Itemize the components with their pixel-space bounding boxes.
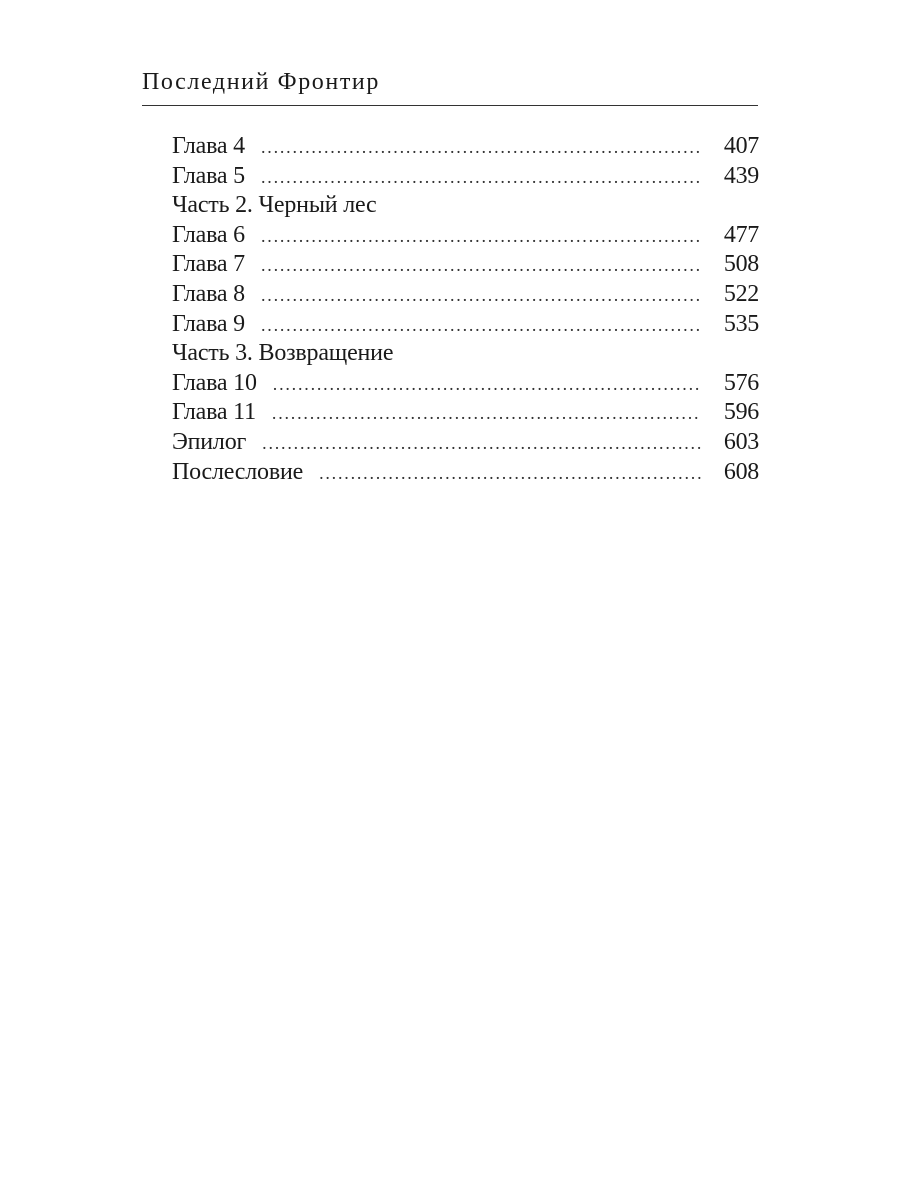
table-of-contents	[172, 132, 759, 487]
toc-entry-chapter-9[interactable]	[172, 310, 759, 340]
dot-leader	[319, 459, 701, 489]
dot-leader	[261, 163, 701, 193]
toc-part-title: Часть 2. Черный лес	[172, 192, 377, 219]
toc-entry-title: Глава 5	[172, 162, 245, 189]
toc-entry-title: Глава 9	[172, 310, 245, 337]
dot-leader	[262, 429, 701, 459]
toc-page-number: 596	[723, 399, 759, 426]
toc-entry-chapter-7[interactable]	[172, 250, 759, 280]
toc-entry-title: Глава 4	[172, 133, 245, 159]
toc-entry-title: Глава 11	[172, 399, 256, 426]
toc-entry-chapter-8[interactable]	[172, 280, 759, 310]
toc-entry-title: Глава 7	[172, 251, 245, 278]
toc-page-number: 477	[723, 221, 759, 248]
toc-entry-title: Глава 6	[172, 221, 245, 248]
toc-entry-title: Глава 8	[172, 280, 245, 307]
header-rule	[142, 105, 758, 106]
toc-entry-chapter-10[interactable]	[172, 369, 759, 399]
toc-entry-afterword[interactable]	[172, 458, 759, 488]
dot-leader	[272, 399, 701, 429]
dot-leader	[261, 251, 701, 281]
toc-entry-epilogue[interactable]	[172, 428, 759, 458]
toc-part-heading-2	[172, 191, 759, 221]
toc-entry-title: Эпилог	[172, 428, 247, 455]
toc-page-number: 608	[723, 458, 759, 485]
dot-leader	[261, 133, 701, 163]
toc-page-number: 439	[723, 162, 759, 189]
dot-leader	[261, 281, 701, 311]
toc-page-number: 407	[723, 133, 759, 159]
toc-entry-title: Глава 10	[172, 369, 257, 396]
toc-page-number: 535	[723, 310, 759, 337]
toc-entry-chapter-4[interactable]	[172, 132, 759, 162]
toc-entry-title: Послесловие	[172, 458, 304, 485]
dot-leader	[273, 370, 701, 400]
toc-part-heading-3	[172, 339, 759, 369]
toc-page-number: 508	[723, 251, 759, 278]
toc-page-number: 522	[723, 280, 759, 307]
toc-entry-chapter-6[interactable]	[172, 221, 759, 251]
running-head: Последний Фронтир	[142, 69, 380, 95]
toc-entry-chapter-11[interactable]	[172, 398, 759, 428]
dot-leader	[261, 311, 701, 341]
toc-part-title: Часть 3. Возвращение	[172, 340, 394, 367]
dot-leader	[261, 222, 701, 252]
toc-page-number: 603	[723, 428, 759, 455]
toc-page-number: 576	[723, 369, 759, 396]
toc-entry-chapter-5[interactable]	[172, 162, 759, 192]
